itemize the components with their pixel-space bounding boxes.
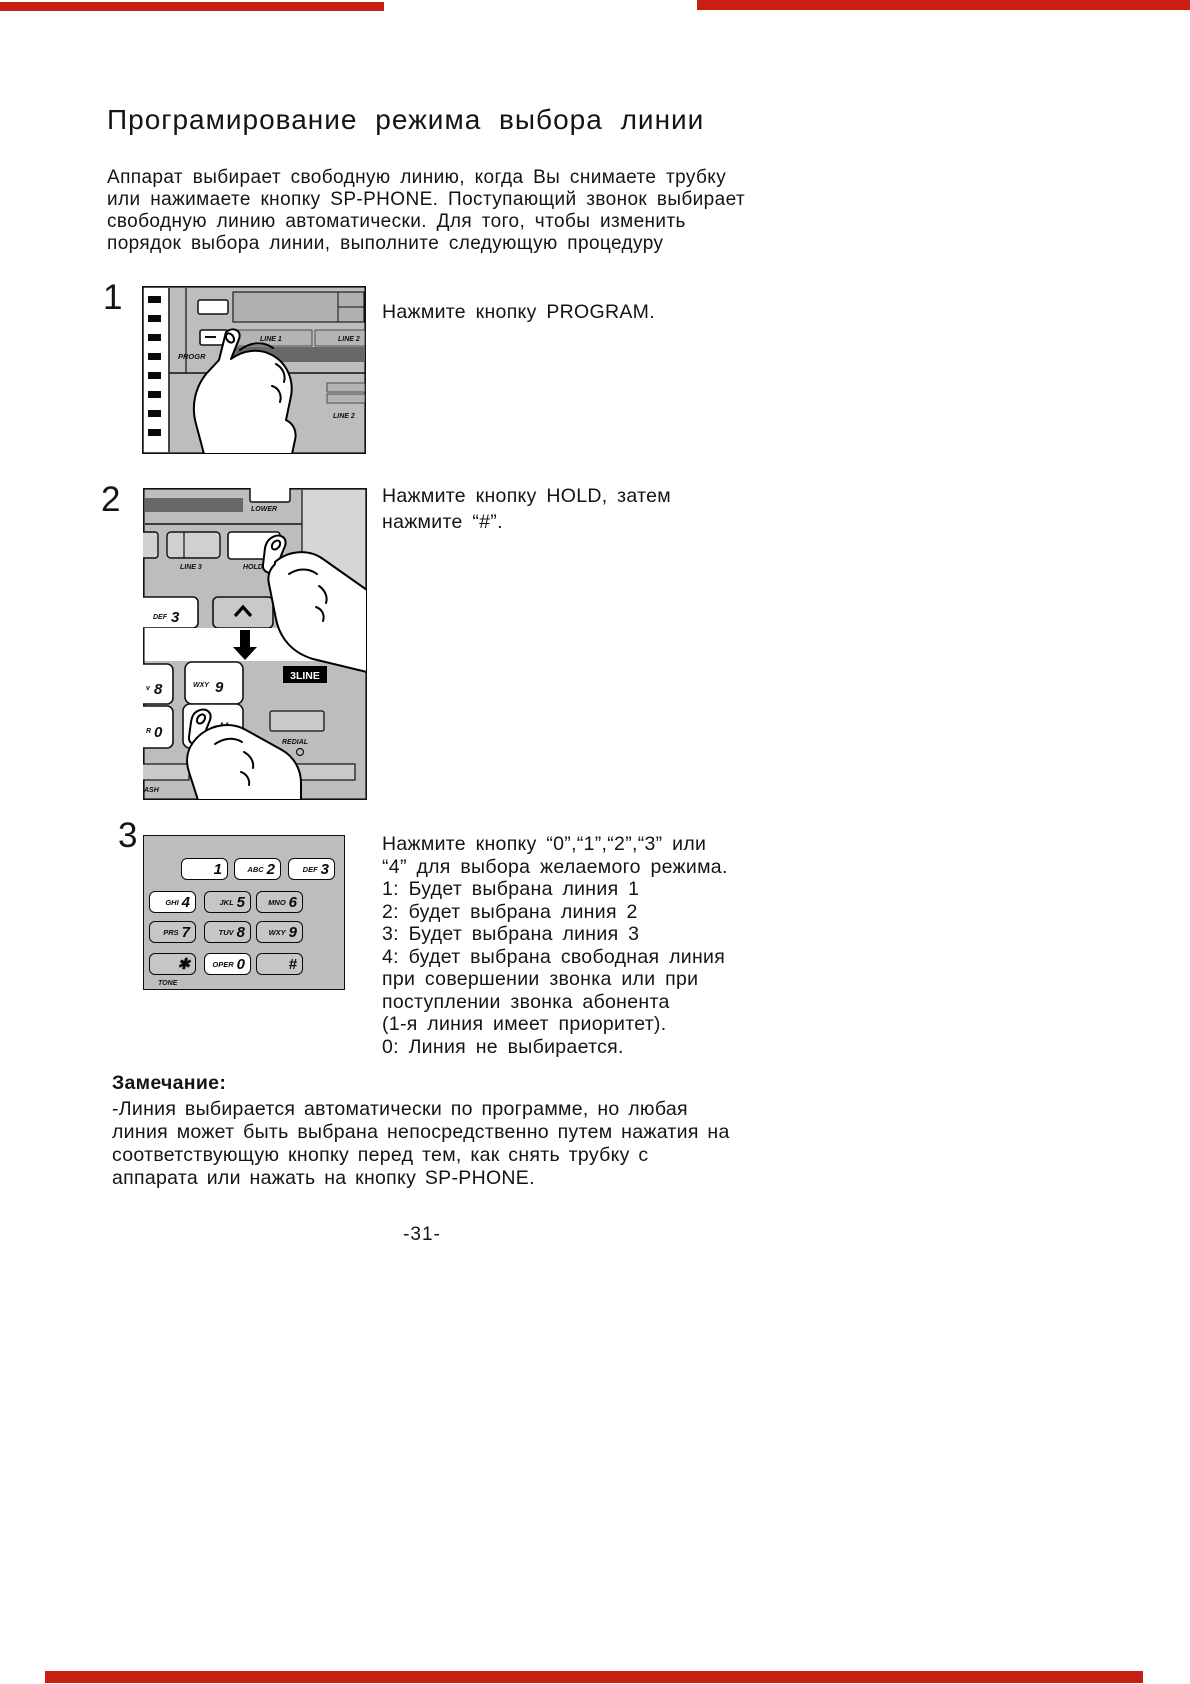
note-line: -Линия выбирается автоматически по программе, но любая <box>112 1098 688 1120</box>
line3-button <box>167 532 220 558</box>
note-line: соответствующую кнопку перед тем, как снять трубку с <box>112 1144 649 1166</box>
step-3-line: 3: Будет выбрана линия 3 <box>382 923 640 945</box>
step-1-text <box>382 300 655 324</box>
keypad-key-3: DEF 3 <box>288 858 335 880</box>
page-number: -31- <box>403 1224 441 1245</box>
step-2-phone-panel-illustration <box>143 488 367 800</box>
keypad-key-6: MNO 6 <box>256 891 303 913</box>
line2-label: LINE 2 <box>338 336 360 343</box>
keypad-key-0: OPER 0 <box>204 953 251 975</box>
note-section <box>112 1072 730 1190</box>
intro-line: или нажимаете кнопку SP-PHONE. Поступающий звонок выбирает <box>107 189 746 210</box>
red-scan-artifact-top-left <box>0 2 384 11</box>
step-3-text <box>382 833 728 1058</box>
intro-line: свободную линию автоматически. Для того, чтобы изменить <box>107 211 686 232</box>
step-3-line: (1-я линия имеет приоритет). <box>382 1013 667 1035</box>
step-2-text <box>382 483 671 535</box>
keypad-key-9: WXY 9 <box>256 921 303 943</box>
keypad-key-star: ✱ <box>149 953 196 975</box>
intro-paragraph <box>107 167 745 255</box>
key-tuv-digit: 8 <box>154 681 163 698</box>
redial-label: REDIAL <box>282 739 309 746</box>
step-3-line: 2: будет выбрана линия 2 <box>382 900 638 923</box>
step-2-number: 2 <box>101 480 121 519</box>
keypad-key-hash: # <box>256 953 303 975</box>
step-3-line: Нажмите кнопку “0”,“1”,“2”,“3” или <box>382 833 707 855</box>
key-oper-digit: 0 <box>154 724 163 741</box>
program-label: PROGR <box>178 352 206 361</box>
step-1-line: Нажмите кнопку PROGRAM. <box>382 301 655 323</box>
key-tuv-letters: v <box>146 685 150 692</box>
line1-label: LINE 1 <box>260 336 282 343</box>
keypad-key-2: ABC 2 <box>234 858 281 880</box>
red-scan-artifact-bottom <box>45 1671 1143 1683</box>
step-3-line: 1: Будет выбрана линия 1 <box>382 878 640 900</box>
note-line: линия может быть выбрана непосредственно путем нажатия на <box>112 1121 730 1143</box>
lower-label: LOWER <box>251 506 278 513</box>
step-3-line: “4” для выбора желаемого режима. <box>382 855 728 878</box>
flash-label: ASH <box>144 787 159 794</box>
keypad-key-8: TUV 8 <box>204 921 251 943</box>
step-1-phone-panel-illustration <box>142 286 366 454</box>
key-wxy-digit: 9 <box>215 679 224 696</box>
key-def-digit: 3 <box>171 609 180 626</box>
note-heading: Замечание: <box>112 1072 227 1094</box>
step-3-line: при совершении звонка или при <box>382 968 699 990</box>
tone-label: TONE <box>158 980 178 987</box>
line3-label: LINE 3 <box>180 564 202 571</box>
dark-strip <box>145 498 243 512</box>
step-3-number: 3 <box>118 816 138 855</box>
step-3-line: 0: Линия не выбирается. <box>382 1035 624 1058</box>
keypad-key-5: JKL 5 <box>204 891 251 913</box>
step-3-line: 4: будет выбрана свободная линия <box>382 945 726 968</box>
key-wxy-letters: WXY <box>193 682 209 689</box>
key-oper-letters: R <box>146 728 152 735</box>
intro-line: порядок выбора линии, выполните следующую процедуру <box>107 233 664 254</box>
line2-lower-label: LINE 2 <box>333 413 355 420</box>
keypad-key-4: GHI 4 <box>149 891 196 913</box>
connector-strip <box>144 288 168 452</box>
note-line: аппарата или нажать на кнопку SP-PHONE. <box>112 1167 535 1189</box>
step-1-number: 1 <box>103 278 123 317</box>
step-2-line: Нажмите кнопку HOLD, затем <box>382 485 672 507</box>
lower-button <box>250 488 290 502</box>
keypad-key-1: 1 <box>181 858 228 880</box>
redial-button <box>270 711 324 731</box>
intro-line: Аппарат выбирает свободную линию, когда Вы снимаете трубку <box>107 167 727 188</box>
threeline-label: 3LINE <box>290 670 320 682</box>
red-scan-artifact-top-right <box>697 0 1190 10</box>
key-def-letters: DEF <box>153 614 167 621</box>
step-3-line: поступлении звонка абонента <box>382 990 670 1013</box>
keypad-key-7: PRS 7 <box>149 921 196 943</box>
hold-label: HOLD <box>243 564 263 571</box>
small-button <box>198 300 228 314</box>
step-2-line: нажмите “#”. <box>382 511 503 533</box>
page-title: Програмирование режима выбора линии <box>107 104 705 135</box>
key-volume-up <box>213 597 273 628</box>
step-3-keypad-illustration <box>143 835 345 990</box>
